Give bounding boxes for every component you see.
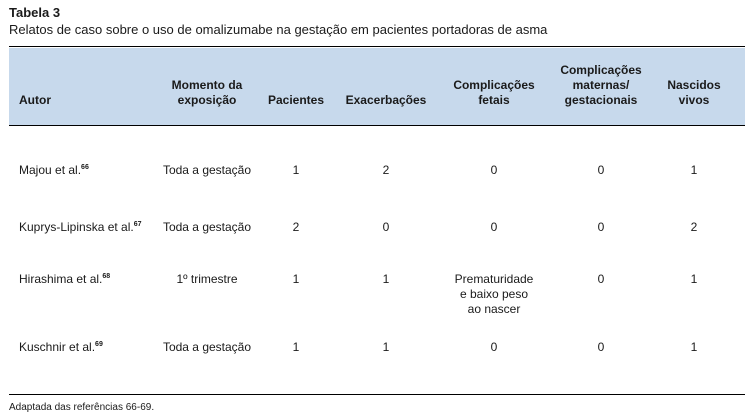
cell-fetais: Prematuridade e baixo peso ao nascer [454,272,534,316]
table-footnote: Adaptada das referências 66-69. [9,402,155,413]
bottom-rule [9,394,745,395]
cell-maternas: 0 [597,340,605,354]
cell-fetais: 0 [490,163,498,177]
cell-nascidos: 2 [690,220,698,234]
cell-pacientes: 1 [292,163,300,177]
cell-autor: Hirashima et al.$^{68}$ [19,272,111,286]
cell-momento: 1º trimestre [176,272,238,286]
header-rule [9,125,745,126]
cell-fetais: 0 [490,220,498,234]
cell-autor: Kuschnir et al.$^{69}$ [19,340,103,354]
cell-momento: Toda a gestação [162,220,252,234]
header-complicacoes-fetais: Complicações fetais [453,78,535,107]
top-rule [9,46,745,47]
table-title: Relatos de caso sobre o uso de omalizumabe na gestação em pacientes portadoras de asma [9,22,548,37]
cell-nascidos: 1 [690,163,698,177]
cell-maternas: 0 [597,272,605,286]
table-label: Tabela 3 [9,5,61,20]
cell-maternas: 0 [597,220,605,234]
cell-maternas: 0 [597,163,605,177]
header-autor: Autor [19,93,51,107]
cell-exacerbacoes: 1 [382,340,390,354]
header-momento: Momento da exposição [171,78,243,107]
cell-exacerbacoes: 1 [382,272,390,286]
cell-exacerbacoes: 2 [382,163,390,177]
cell-autor: Majou et al.$^{66}$ [19,163,89,177]
cell-fetais: 0 [490,340,498,354]
cell-pacientes: 1 [292,340,300,354]
table-header [9,48,745,125]
header-complicacoes-maternas: Complicações maternas/ gestacionais [560,63,642,107]
header-pacientes: Pacientes [267,93,325,107]
cell-pacientes: 1 [292,272,300,286]
header-nascidos-vivos: Nascidos vivos [667,78,721,107]
cell-nascidos: 1 [690,340,698,354]
cell-exacerbacoes: 0 [382,220,390,234]
cell-pacientes: 2 [292,220,300,234]
cell-autor: Kuprys-Lipinska et al.$^{67}$ [19,220,142,234]
header-exacerbacoes: Exacerbações [345,93,427,107]
cell-momento: Toda a gestação [162,340,252,354]
cell-nascidos: 1 [690,272,698,286]
cell-momento: Toda a gestação [162,163,252,177]
table-caption [9,5,547,38]
